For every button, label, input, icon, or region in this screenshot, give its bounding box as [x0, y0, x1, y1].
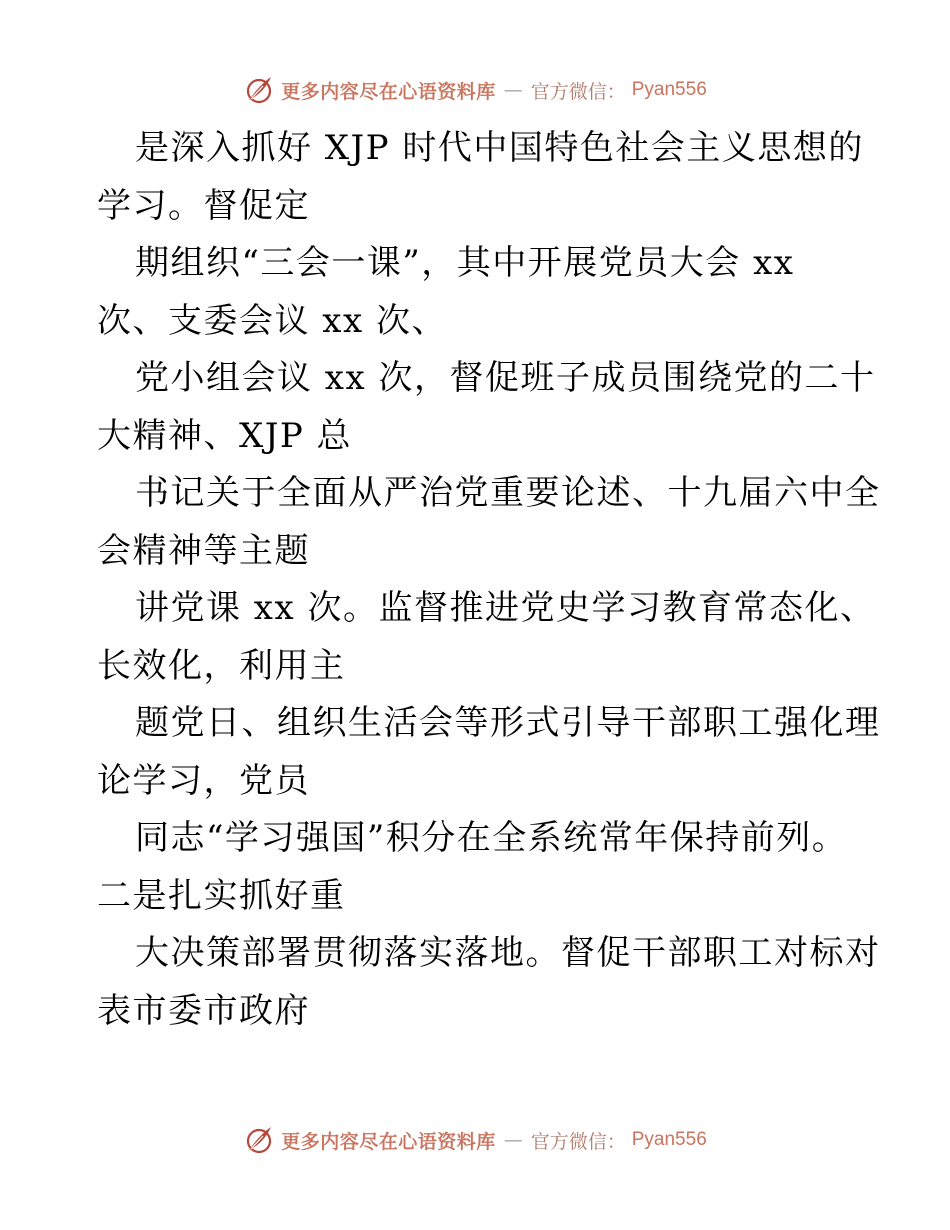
body-text-line: 学习。督促定 — [97, 185, 310, 226]
body-text-line: 会精神等主题 — [97, 530, 310, 571]
banner-text: 更多内容尽在心语资料库 — [281, 1130, 496, 1153]
body-text-line: 长效化，利用主 — [97, 645, 346, 686]
body-text-line: 大决策部署贯彻落实落地。督促干部职工对标对 — [135, 933, 881, 973]
banner-wechat-id: Pyan556 — [631, 1129, 707, 1150]
body-text-line: 表市委市政府 — [97, 990, 310, 1031]
body-text-line: 题党日、组织生活会等形式引导干部职工强化理 — [135, 703, 881, 743]
body-text-line: 大精神、XJP 总 — [97, 415, 353, 456]
body-text-line: 讲党课 xx 次。监督推进党史学习教育常态化、 — [135, 588, 876, 628]
body-text-line: 次、支委会议 xx 次、 — [97, 300, 447, 341]
header-banner — [0, 70, 950, 110]
body-text-line: 党小组会议 xx 次，督促班子成员围绕党的二十 — [135, 358, 876, 398]
body-text-line: 书记关于全面从严治党重要论述、十九届六中全 — [135, 473, 881, 513]
banner-wechat-label: 官方微信： — [530, 1130, 626, 1153]
feather-pen-logo-icon — [243, 74, 275, 106]
banner-dash: — — [503, 1129, 523, 1151]
body-text-line: 论学习，党员 — [97, 760, 310, 801]
feather-pen-logo-icon — [243, 1124, 275, 1156]
banner-dash: — — [503, 79, 523, 101]
banner-wechat-id: Pyan556 — [631, 79, 707, 100]
banner-text: 更多内容尽在心语资料库 — [281, 80, 496, 103]
banner-wechat-label: 官方微信： — [530, 80, 626, 103]
document-body — [97, 120, 897, 1040]
body-text-line: 期组织“三会一课”，其中开展党员大会 xx — [135, 243, 795, 283]
body-text-line: 二是扎实抓好重 — [97, 875, 346, 916]
body-text-line: 同志“学习强国”积分在全系统常年保持前列。 — [135, 818, 848, 858]
footer-banner — [0, 1120, 950, 1160]
body-text-line: 是深入抓好 XJP 时代中国特色社会主义思想的 — [135, 128, 864, 168]
